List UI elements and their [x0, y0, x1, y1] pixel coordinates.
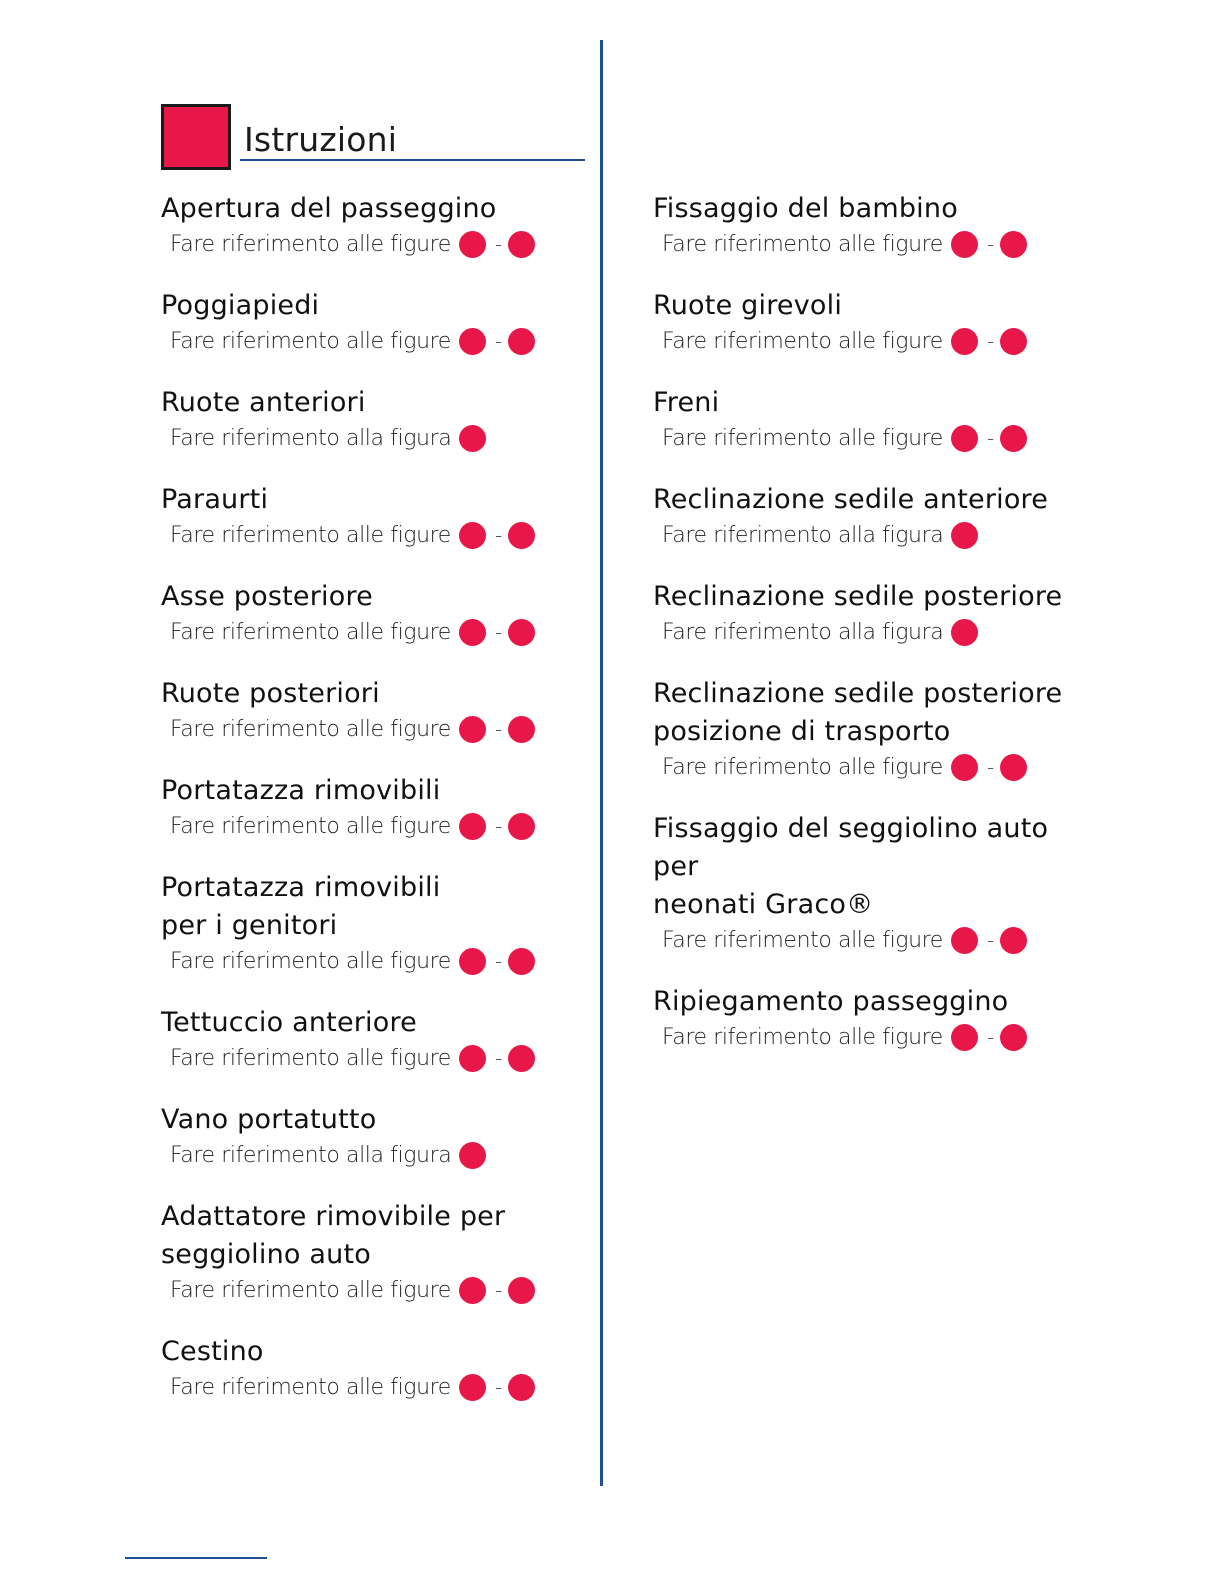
figure-marker-icon	[1000, 231, 1027, 258]
instruction-title: Tettuccio anteriore	[161, 1007, 417, 1038]
figure-marker-icon	[951, 754, 978, 781]
figure-marker-icon	[508, 716, 535, 743]
figure-reference-text: Fare riferimento alla figura	[170, 1142, 452, 1168]
figure-range-separator: -	[986, 232, 994, 256]
figure-marker-icon	[951, 619, 978, 646]
instruction-item	[653, 578, 1093, 648]
figure-reference	[161, 1274, 591, 1306]
figure-range-separator: -	[494, 329, 502, 353]
section-title-underline	[240, 159, 585, 161]
instruction-title: Fissaggio del seggiolino auto per neonati Graco®	[653, 813, 1049, 920]
instruction-item	[653, 675, 1093, 783]
instruction-title: Reclinazione sedile posteriore	[653, 581, 1063, 612]
figure-marker-icon	[508, 948, 535, 975]
figure-reference-text: Fare riferimento alle figure	[170, 948, 451, 974]
instruction-title: Adattatore rimovibile per seggiolino auto	[161, 1201, 506, 1270]
figure-marker-icon	[459, 948, 486, 975]
figure-reference-text: Fare riferimento alle figure	[170, 1374, 451, 1400]
figure-reference-text: Fare riferimento alle figure	[170, 1045, 451, 1071]
figure-reference	[653, 325, 1093, 357]
figure-marker-icon	[459, 522, 486, 549]
instruction-title: Asse posteriore	[161, 581, 373, 612]
figure-marker-icon	[459, 1277, 486, 1304]
column-divider	[600, 40, 603, 1486]
figure-reference	[653, 924, 1093, 956]
instruction-item	[161, 481, 591, 551]
instruction-title: Ripiegamento passeggino	[653, 986, 1009, 1017]
figure-marker-icon	[951, 1024, 978, 1051]
figure-reference-text: Fare riferimento alla figura	[662, 522, 944, 548]
figure-range-separator: -	[494, 949, 502, 973]
instructions-left-column	[161, 190, 591, 1430]
instruction-item	[161, 384, 591, 454]
section-title: Istruzioni	[244, 120, 398, 159]
figure-marker-icon	[1000, 754, 1027, 781]
instruction-title: Fissaggio del bambino	[653, 193, 958, 224]
figure-reference-text: Fare riferimento alle figure	[662, 754, 943, 780]
figure-reference-text: Fare riferimento alle figure	[662, 231, 943, 257]
figure-reference-text: Fare riferimento alle figure	[170, 231, 451, 257]
figure-range-separator: -	[494, 1278, 502, 1302]
figure-range-separator: -	[494, 717, 502, 741]
instruction-item	[161, 1198, 591, 1306]
instructions-right-column	[653, 190, 1093, 1080]
figure-reference	[653, 228, 1093, 260]
figure-reference-text: Fare riferimento alle figure	[662, 425, 943, 451]
figure-reference	[653, 751, 1093, 783]
instruction-title: Ruote girevoli	[653, 290, 843, 321]
instruction-item	[161, 190, 591, 260]
instruction-title: Reclinazione sedile posteriore posizione di trasporto	[653, 678, 1063, 747]
figure-reference-text: Fare riferimento alle figure	[170, 813, 451, 839]
figure-reference	[161, 713, 591, 745]
figure-reference-text: Fare riferimento alle figure	[662, 1024, 943, 1050]
figure-reference	[653, 422, 1093, 454]
figure-reference-text: Fare riferimento alle figure	[170, 328, 451, 354]
figure-reference	[161, 422, 591, 454]
figure-range-separator: -	[494, 232, 502, 256]
figure-marker-icon	[951, 328, 978, 355]
figure-marker-icon	[508, 522, 535, 549]
figure-reference	[161, 1042, 591, 1074]
instruction-item	[161, 675, 591, 745]
instruction-title: Freni	[653, 387, 720, 418]
figure-range-separator: -	[494, 523, 502, 547]
figure-reference	[161, 325, 591, 357]
instruction-title: Apertura del passeggino	[161, 193, 497, 224]
figure-reference-text: Fare riferimento alle figure	[170, 716, 451, 742]
figure-marker-icon	[459, 328, 486, 355]
figure-reference	[161, 616, 591, 648]
instruction-item	[653, 190, 1093, 260]
instruction-item	[161, 578, 591, 648]
figure-marker-icon	[508, 1045, 535, 1072]
instruction-title: Cestino	[161, 1336, 264, 1367]
figure-marker-icon	[459, 1142, 486, 1169]
figure-reference	[161, 1371, 591, 1403]
figure-range-separator: -	[986, 426, 994, 450]
figure-reference	[161, 945, 591, 977]
figure-marker-icon	[951, 231, 978, 258]
figure-reference-text: Fare riferimento alla figura	[170, 425, 452, 451]
figure-marker-icon	[459, 1374, 486, 1401]
figure-marker-icon	[508, 231, 535, 258]
figure-marker-icon	[1000, 328, 1027, 355]
figure-reference-text: Fare riferimento alla figura	[662, 619, 944, 645]
figure-marker-icon	[459, 1045, 486, 1072]
figure-reference	[161, 228, 591, 260]
figure-marker-icon	[951, 425, 978, 452]
instruction-item	[653, 481, 1093, 551]
figure-marker-icon	[459, 425, 486, 452]
instruction-title: Reclinazione sedile anteriore	[653, 484, 1049, 515]
figure-marker-icon	[508, 619, 535, 646]
figure-reference	[161, 810, 591, 842]
figure-reference-text: Fare riferimento alle figure	[170, 619, 451, 645]
section-color-box	[161, 104, 231, 170]
instruction-item	[161, 1333, 591, 1403]
figure-marker-icon	[459, 716, 486, 743]
figure-reference	[653, 1021, 1093, 1053]
instruction-item	[653, 810, 1093, 956]
figure-range-separator: -	[494, 620, 502, 644]
figure-marker-icon	[508, 328, 535, 355]
footer-rule	[125, 1557, 267, 1559]
figure-marker-icon	[1000, 425, 1027, 452]
figure-marker-icon	[1000, 1024, 1027, 1051]
figure-reference	[653, 616, 1093, 648]
instruction-item	[653, 983, 1093, 1053]
instruction-title: Poggiapiedi	[161, 290, 320, 321]
instruction-title: Ruote posteriori	[161, 678, 380, 709]
instruction-title: Ruote anteriori	[161, 387, 366, 418]
figure-range-separator: -	[494, 814, 502, 838]
instruction-title: Portatazza rimovibili	[161, 775, 441, 806]
instruction-title: Paraurti	[161, 484, 269, 515]
figure-reference-text: Fare riferimento alle figure	[662, 927, 943, 953]
figure-range-separator: -	[986, 928, 994, 952]
instruction-item	[161, 772, 591, 842]
instruction-item	[161, 287, 591, 357]
figure-marker-icon	[459, 231, 486, 258]
figure-range-separator: -	[986, 329, 994, 353]
instruction-item	[161, 1004, 591, 1074]
instruction-title: Vano portatutto	[161, 1104, 377, 1135]
figure-reference-text: Fare riferimento alle figure	[170, 522, 451, 548]
instruction-item	[161, 1101, 591, 1171]
figure-reference-text: Fare riferimento alle figure	[170, 1277, 451, 1303]
figure-reference-text: Fare riferimento alle figure	[662, 328, 943, 354]
figure-marker-icon	[1000, 927, 1027, 954]
figure-marker-icon	[459, 619, 486, 646]
figure-marker-icon	[508, 1277, 535, 1304]
figure-range-separator: -	[986, 755, 994, 779]
section-header	[161, 104, 585, 164]
figure-marker-icon	[459, 813, 486, 840]
instruction-item	[653, 384, 1093, 454]
figure-marker-icon	[951, 522, 978, 549]
figure-marker-icon	[951, 927, 978, 954]
figure-reference	[161, 1139, 591, 1171]
figure-reference	[653, 519, 1093, 551]
figure-range-separator: -	[494, 1046, 502, 1070]
instruction-item	[161, 869, 591, 977]
figure-range-separator: -	[494, 1375, 502, 1399]
figure-range-separator: -	[986, 1025, 994, 1049]
instruction-item	[653, 287, 1093, 357]
figure-marker-icon	[508, 813, 535, 840]
instruction-title: Portatazza rimovibili per i genitori	[161, 872, 441, 941]
figure-reference	[161, 519, 591, 551]
figure-marker-icon	[508, 1374, 535, 1401]
